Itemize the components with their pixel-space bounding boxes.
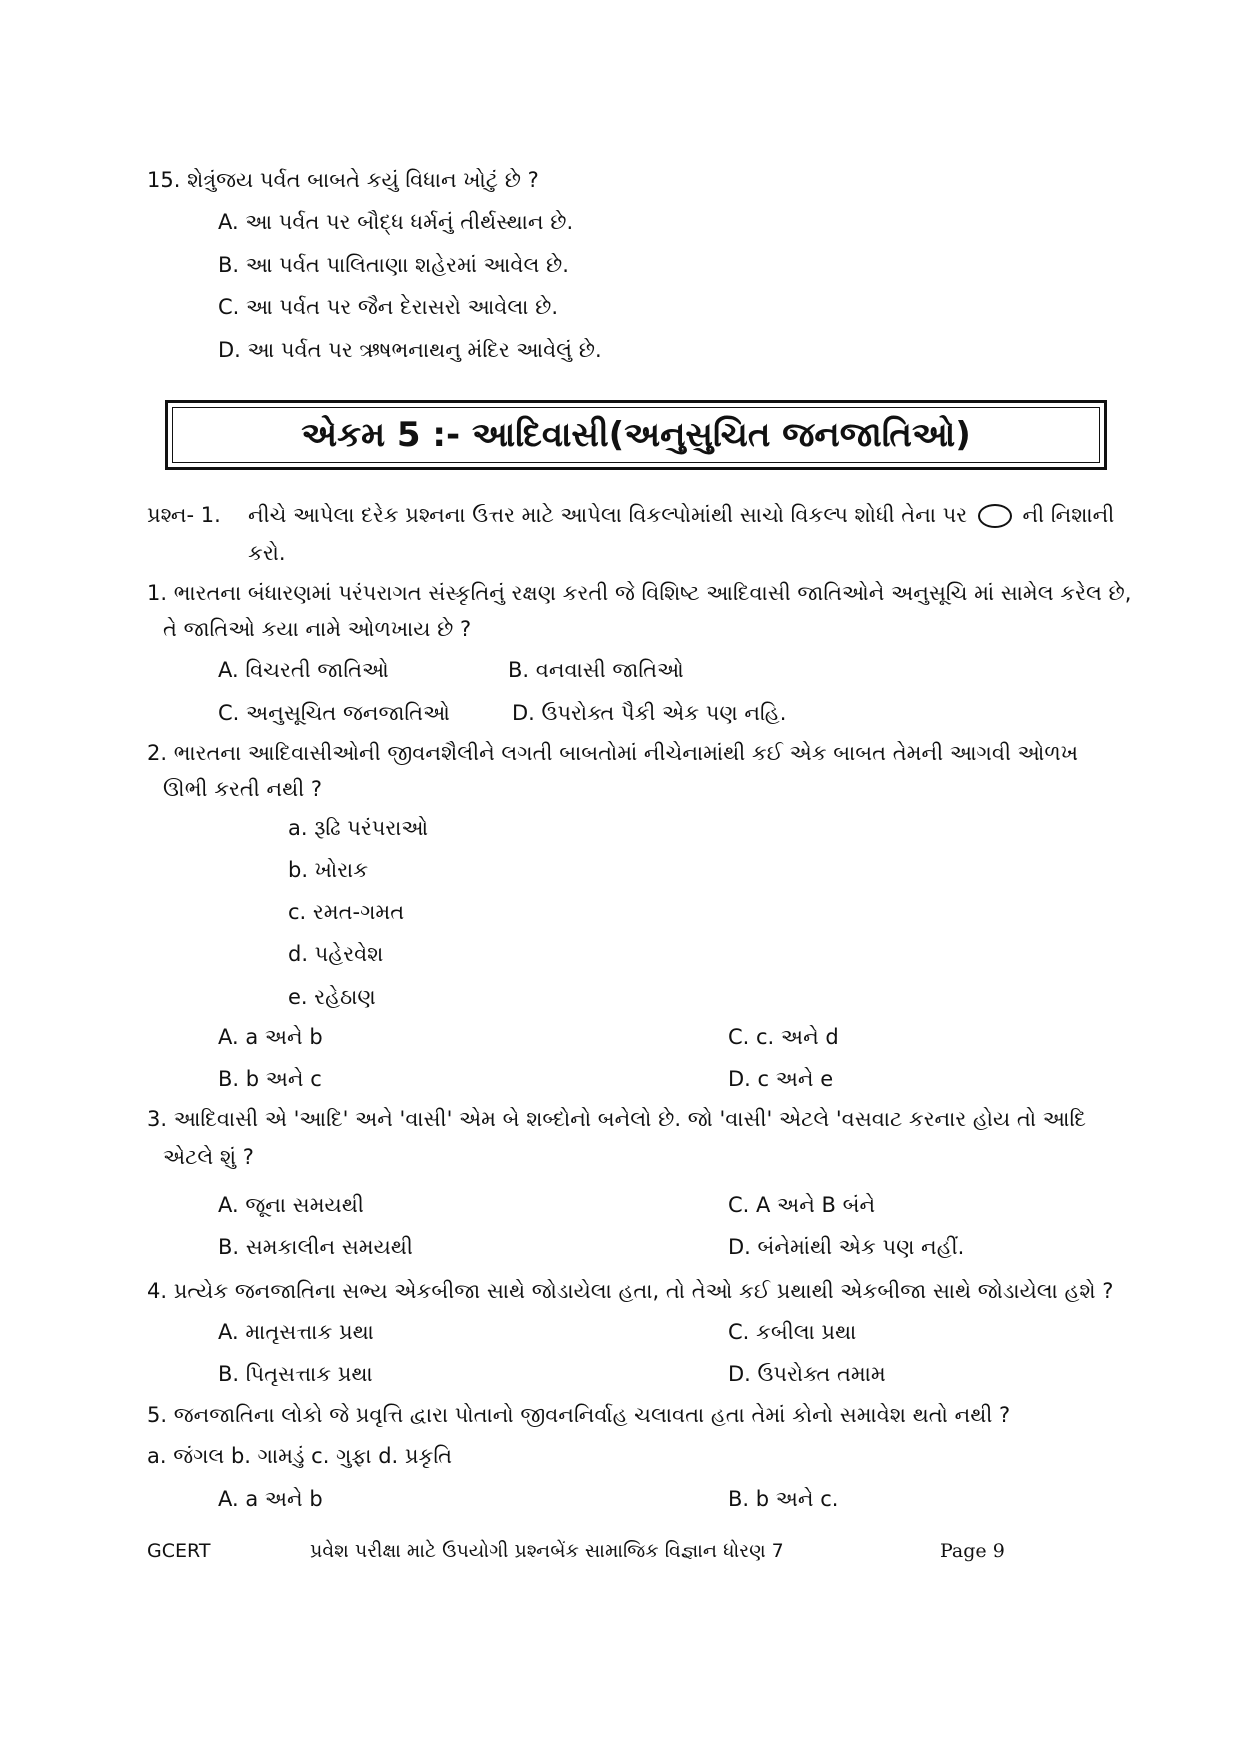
q1-option-b: B. વનવાસી જાતિઓ	[508, 658, 684, 682]
instruction-prefix: પ્રશ્ન- 1.	[147, 503, 221, 527]
q4-option-a: A. માતૃસત્તાક પ્રથા	[218, 1320, 374, 1344]
question-15: 15. શેત્રુંજય પર્વત બાબતે કયું વિધાન ખોટું છે ?	[147, 168, 539, 192]
circle-mark-icon	[978, 504, 1012, 528]
question-3-line2: એટલે શું ?	[163, 1145, 254, 1169]
q15-option-d: D. આ પર્વત પર ઋષભનાથનુ મંદિર આવેલું છે.	[218, 338, 602, 362]
unit-heading-box	[165, 400, 1107, 470]
q5-option-b: B. b અને c.	[728, 1487, 839, 1511]
q3-option-b: B. સમકાલીન સમયથી	[218, 1235, 413, 1259]
q2-option-b: B. b અને c	[218, 1067, 322, 1091]
instruction-line1	[248, 500, 1114, 530]
q2-item-e: e. રહેઠાણ	[288, 985, 376, 1009]
q3-option-d: D. બંનેમાંથી એક પણ નહીં.	[728, 1235, 965, 1259]
unit-heading: એકમ 5 :- આદિવાસી(અનુસુચિત જનજાતિઓ)	[172, 407, 1100, 463]
question-3-line1: 3. આદિવાસી એ 'આદિ' અને 'વાસી' એમ બે શબ્દોનો બનેલો છે. જો 'વાસી' એટલે 'વસવાટ કરનાર હોય તો આદિ	[147, 1107, 1086, 1131]
q1-option-c: C. અનુસૂચિત જનજાતિઓ	[218, 701, 450, 725]
footer-left: GCERT	[147, 1540, 211, 1562]
q1-option-a: A. વિચરતી જાતિઓ	[218, 658, 389, 682]
q1-option-d: D. ઉપરોક્ત પૈકી એક પણ નહિ.	[512, 701, 787, 725]
question-2-line1: 2. ભારતના આદિવાસીઓની જીવનશૈલીને લગતી બાબતોમાં નીચેનામાંથી કઈ એક બાબત તેમની આગવી ઓળખ	[147, 741, 1078, 765]
question-1-line1: 1. ભારતના બંધારણમાં પરંપરાગત સંસ્કૃતિનું રક્ષણ કરતી જે વિશિષ્ટ આદિવાસી જાતિઓને અનુસૂચિ માં સામેલ કરેલ છે,	[147, 581, 1132, 605]
q2-item-b: b. ખોરાક	[288, 858, 369, 882]
question-5-line1: 5. જનજાતિના લોકો જે પ્રવૃત્તિ દ્વારા પોતાનો જીવનનિર્વાહ ચલાવતા હતા તેમાં કોનો સમાવેશ થતો નથી ?	[147, 1403, 1011, 1427]
q3-option-a: A. જૂના સમયથી	[218, 1193, 364, 1217]
footer-page-number: Page 9	[940, 1540, 1005, 1562]
q2-item-a: a. રૂઢિ પરંપરાઓ	[288, 816, 429, 840]
q5-option-a: A. a અને b	[218, 1487, 323, 1511]
instruction-line2: કરો.	[248, 541, 286, 565]
q4-option-c: C. કબીલા પ્રથા	[728, 1320, 857, 1344]
q2-item-d: d. પહેરવેશ	[288, 942, 384, 966]
question-5-line2: a. જંગલ b. ગામડું c. ગુફા d. પ્રકૃતિ	[147, 1444, 452, 1468]
q15-option-a: A. આ પર્વત પર બૌદ્ધ ધર્મનું તીર્થસ્થાન છે.	[218, 210, 574, 234]
q2-option-c: C. c. અને d	[728, 1025, 839, 1049]
question-2-line2: ઊભી કરતી નથી ?	[163, 777, 323, 801]
instruction-text-before: નીચે આપેલા દરેક પ્રશ્નના ઉત્તર માટે આપેલા વિકલ્પોમાંથી સાચો વિકલ્પ શોધી તેના પર	[248, 503, 968, 527]
q4-option-d: D. ઉપરોક્ત તમામ	[728, 1362, 886, 1386]
q2-item-c: c. રમત-ગમત	[288, 900, 405, 924]
question-4-line1: 4. પ્રત્યેક જનજાતિના સભ્ય એકબીજા સાથે જોડાયેલા હતા, તો તેઓ કઈ પ્રથાથી એકબીજા સાથે જોડાયેલા હશે ?	[147, 1279, 1114, 1303]
q2-option-a: A. a અને b	[218, 1025, 323, 1049]
q2-option-d: D. c અને e	[728, 1067, 834, 1091]
q3-option-c: C. A અને B બંને	[728, 1193, 876, 1217]
q4-option-b: B. પિતૃસત્તાક પ્રથા	[218, 1362, 373, 1386]
question-1-line2: તે જાતિઓ કયા નામે ઓળખાય છે ?	[163, 617, 472, 641]
footer-center: પ્રવેશ પરીક્ષા માટે ઉપયોગી પ્રશ્નબેંક સામાજિક વિજ્ઞાન ધોરણ 7	[310, 1540, 784, 1562]
instruction-text-after: ની નિશાની	[1022, 503, 1115, 527]
q15-option-b: B. આ પર્વત પાલિતાણા શહેરમાં આવેલ છે.	[218, 253, 569, 277]
q15-option-c: C. આ પર્વત પર જૈન દેરાસરો આવેલા છે.	[218, 295, 558, 319]
